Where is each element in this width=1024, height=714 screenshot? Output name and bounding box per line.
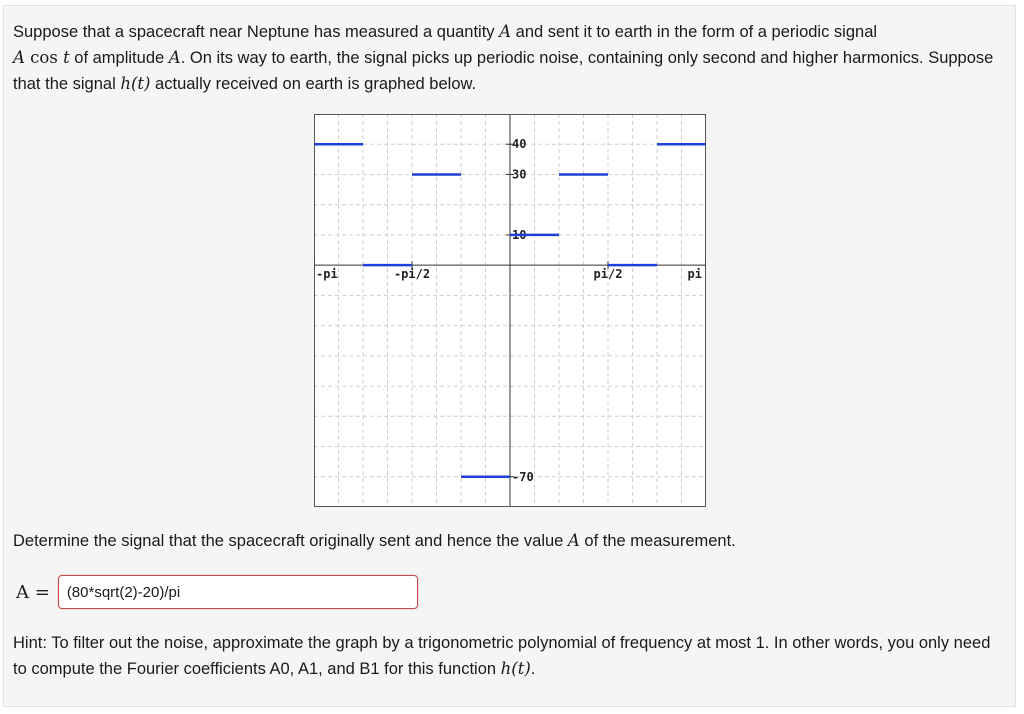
answer-row — [13, 572, 418, 612]
hint-text-2: . — [530, 660, 536, 678]
x-tick-label: -pi — [316, 267, 338, 282]
x-tick-label: -pi/2 — [393, 267, 431, 282]
problem-statement — [13, 19, 1003, 97]
problem-text-1: Suppose that a spacecraft near Neptune has measured a quantity — [13, 23, 500, 41]
y-tick-label: 40 — [512, 137, 527, 152]
math-cos: cos — [24, 48, 64, 67]
math-A: A — [567, 531, 580, 550]
hint-text — [13, 630, 1008, 682]
determine-question — [13, 528, 736, 554]
hint-text-1: Hint: To filter out the noise, approximate the graph by a trigonometric polynomial of frequency at most 1. In other words, you only need to compute the Fourier coefficients A0, A1, and B1 for this function — [13, 634, 991, 678]
math-h-of-t: h(t) — [120, 74, 151, 93]
math-h-of-t: h(t) — [500, 659, 531, 678]
problem-text-5: actually received on earth is graphed below. — [150, 75, 477, 93]
math-A: A — [499, 22, 512, 41]
y-tick-label: 30 — [512, 167, 527, 182]
answer-label: A = — [16, 581, 50, 603]
signal-chart — [314, 114, 706, 507]
determine-text-2: of the measurement. — [579, 532, 736, 550]
math-t: t — [63, 48, 70, 67]
math-A: A — [13, 48, 25, 67]
y-tick-label: 10 — [512, 227, 527, 242]
answer-input[interactable] — [58, 575, 418, 609]
y-tick-label: -70 — [512, 469, 534, 484]
problem-text-2: and sent it to earth in the form of a periodic signal — [511, 23, 878, 41]
determine-text-1: Determine the signal that the spacecraft originally sent and hence the value — [13, 532, 568, 550]
problem-panel — [3, 5, 1016, 707]
x-tick-label: pi/2 — [593, 267, 623, 282]
problem-text-4: . On its way to earth, the signal picks up periodic noise, containing only second and higher harmonics. Suppose that the signal — [13, 49, 994, 93]
problem-text-3: of amplitude — [69, 49, 169, 67]
x-tick-label: pi — [687, 267, 702, 282]
math-A: A — [168, 48, 181, 67]
signal-graph — [314, 114, 706, 507]
